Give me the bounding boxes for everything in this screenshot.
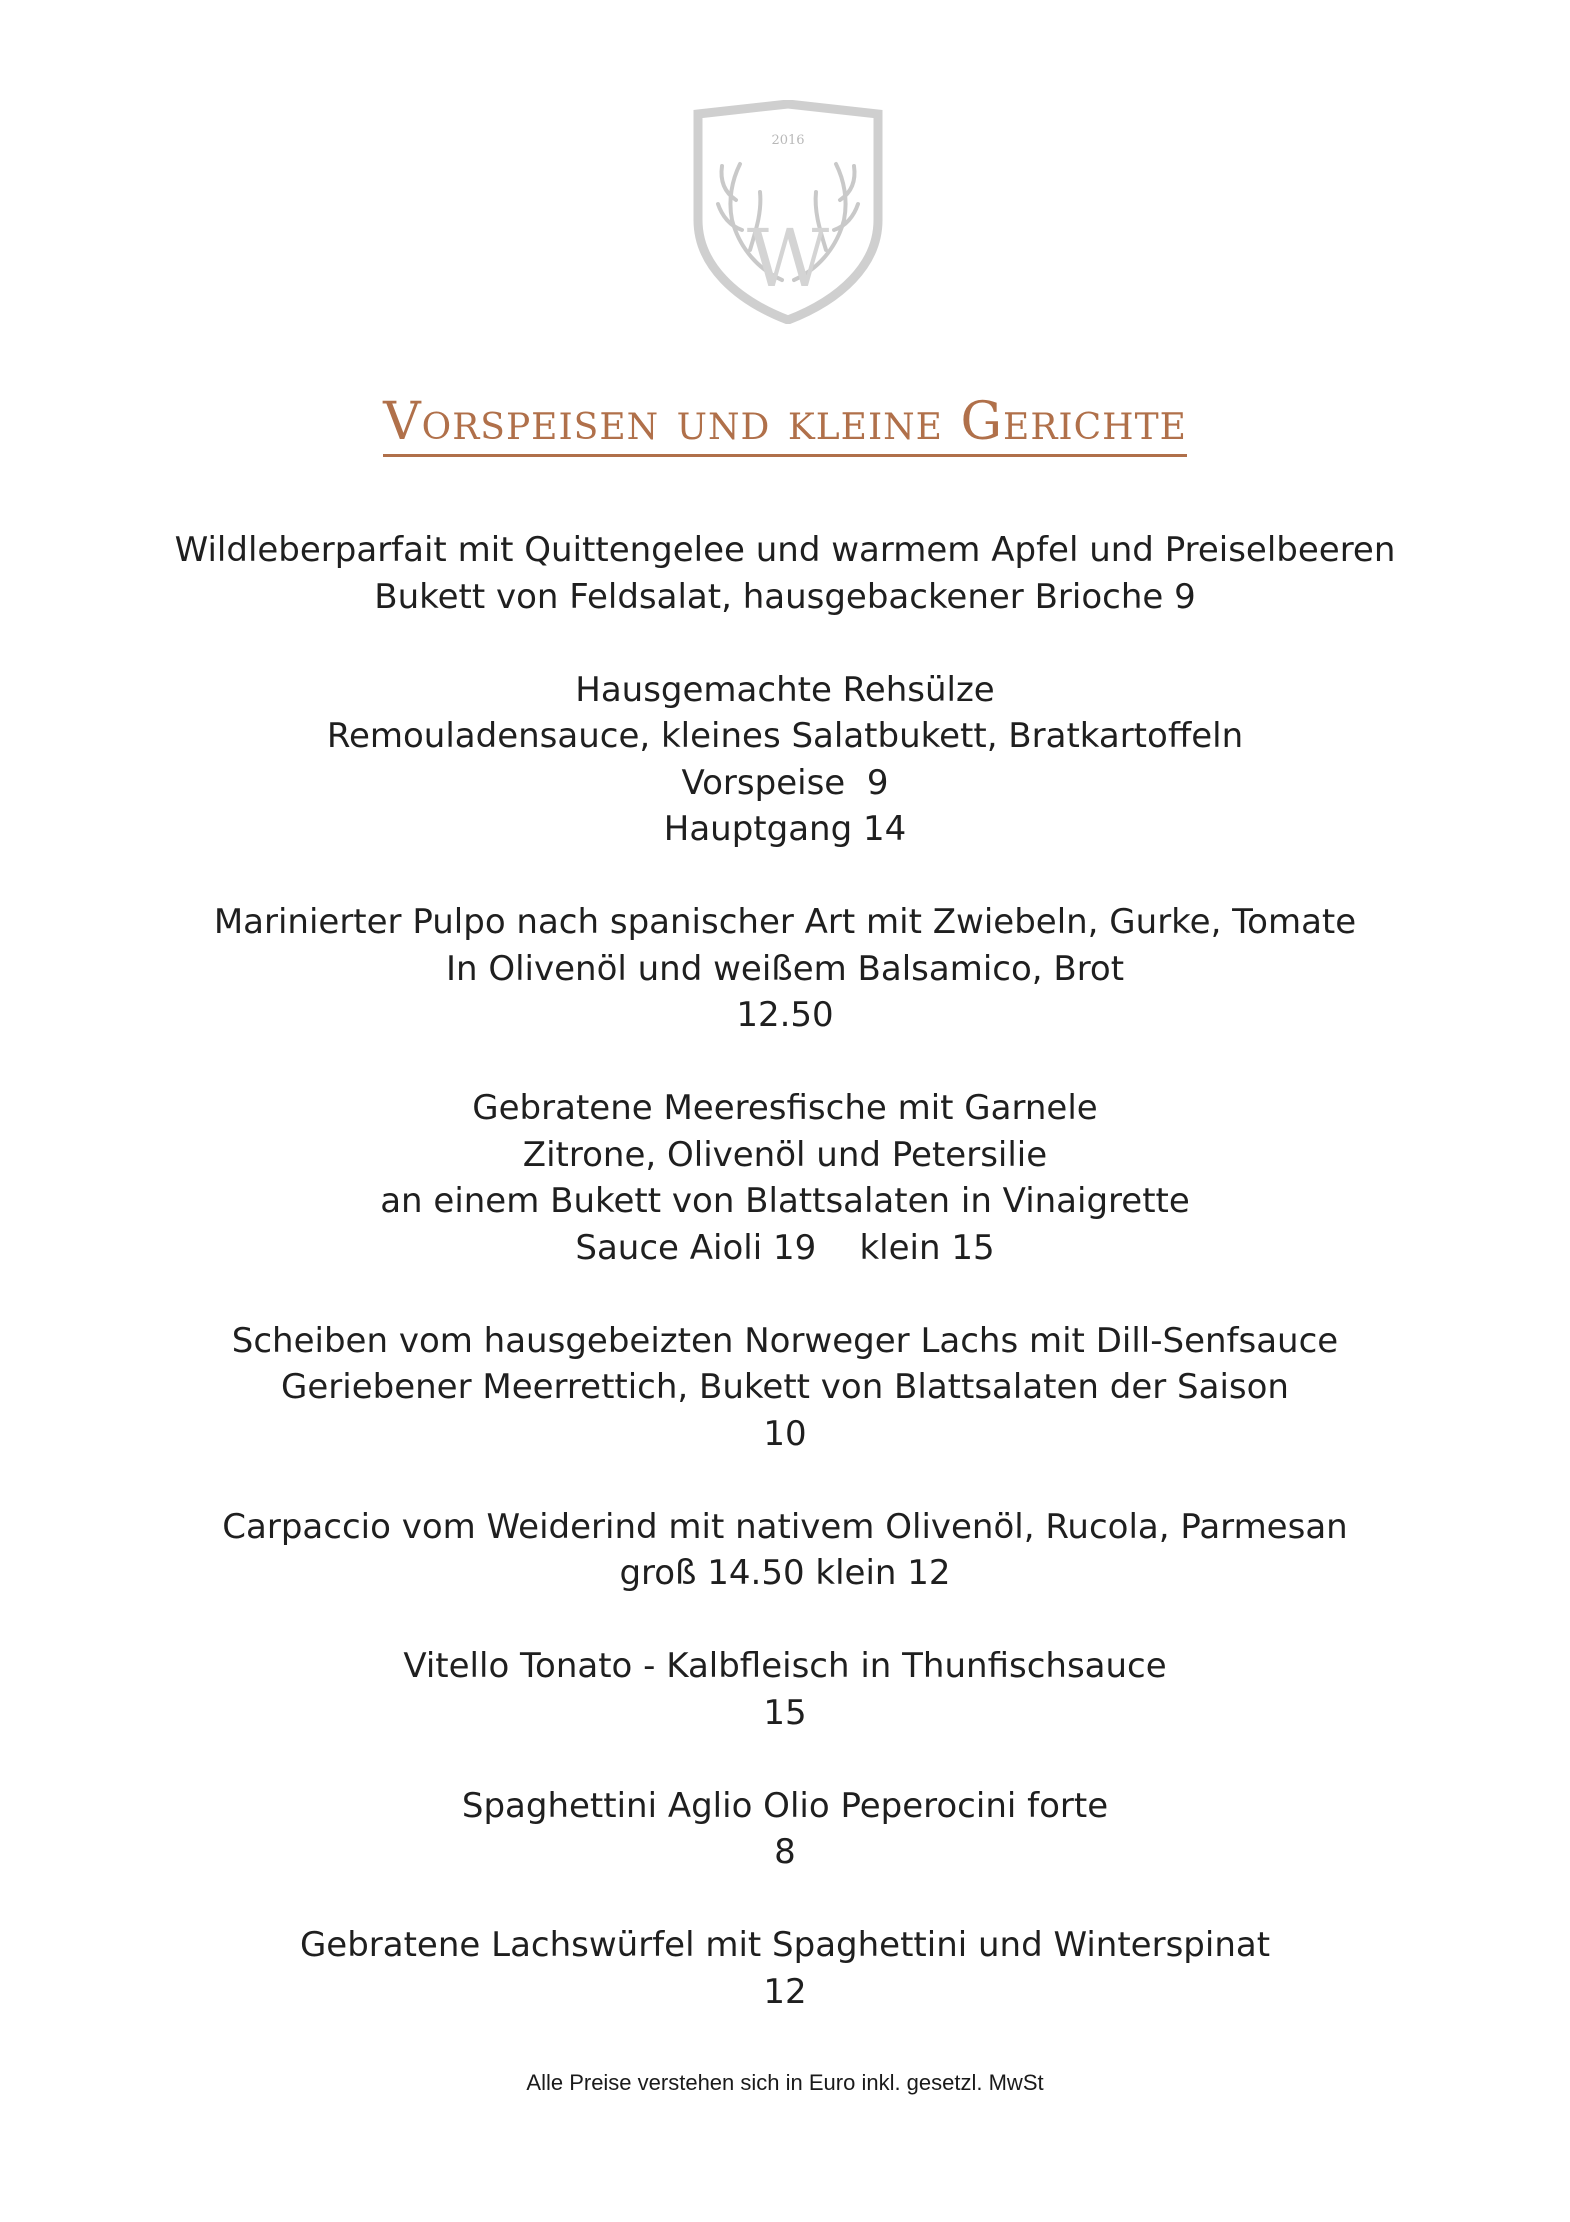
dish-name: Marinierter Pulpo nach spanischer Art mit Zwiebeln, Gurke, Tomate (213, 902, 1357, 942)
dish-name: Gebratene Lachswürfel mit Spaghettini und Winterspinat (299, 1925, 1271, 1965)
dish-list (0, 527, 1570, 2062)
dish-detail: Vorspeise 9 (681, 762, 889, 803)
dish-detail: an einem Bukett von Blattsalaten in Vinaigrette (380, 1181, 1190, 1221)
logo-letter: W (746, 212, 830, 305)
dish-item (0, 899, 1570, 1039)
dish-detail: groß 14.50 klein 12 (619, 1553, 951, 1593)
dish-detail: Sauce Aioli 19 klein 15 (575, 1227, 995, 1268)
dish-item (0, 1783, 1570, 1876)
page-title (0, 392, 1570, 452)
dish-detail: Zitrone, Olivenöl und Petersilie (522, 1134, 1048, 1175)
dish-detail: Hauptgang 14 (663, 809, 907, 849)
dish-detail: 10 (763, 1413, 807, 1454)
dish-item (0, 1085, 1570, 1271)
dish-item (0, 1643, 1570, 1736)
dish-name: Vitello Tonato - Kalbfleisch in Thunfischsauce (403, 1646, 1167, 1686)
dish-detail: 8 (774, 1832, 796, 1872)
dish-detail: 15 (763, 1692, 807, 1733)
dish-item (0, 527, 1570, 620)
dish-detail: In Olivenöl und weißem Balsamico, Brot (445, 948, 1125, 989)
dish-name: Spaghettini Aglio Olio Peperocini forte (461, 1785, 1109, 1826)
dish-item (0, 667, 1570, 853)
dish-item (0, 1504, 1570, 1597)
dish-name: Gebratene Meeresfische mit Garnele (472, 1088, 1098, 1128)
price-note: Alle Preise verstehen sich in Euro inkl. gesetzl. MwSt (526, 2070, 1044, 2095)
dish-detail: Remouladensauce, kleines Salatbukett, Bratkartoffeln (326, 716, 1244, 756)
dish-name: Carpaccio vom Weiderind mit nativem Olivenöl, Rucola, Parmesan (222, 1506, 1348, 1547)
dish-detail: Geriebener Meerrettich, Bukett von Blattsalaten der Saison (281, 1367, 1289, 1407)
dish-name: Hausgemachte Rehsülze (575, 669, 995, 710)
dish-detail: 12 (763, 1971, 807, 2012)
logo-year: 2016 (771, 133, 805, 148)
dish-detail: Bukett von Feldsalat, hausgebackener Brioche 9 (374, 576, 1196, 617)
crest-logo (690, 100, 886, 324)
dish-item (0, 1922, 1570, 2015)
page-title-text: Vorspeisen und kleine Gerichte (383, 392, 1187, 457)
dish-detail: 12.50 (736, 995, 834, 1035)
dish-item (0, 1318, 1570, 1458)
dish-name: Scheiben vom hausgebeizten Norweger Lachs mit Dill-Senfsauce (231, 1320, 1339, 1361)
dish-name: Wildleberparfait mit Quittengelee und warmem Apfel und Preiselbeeren (174, 530, 1396, 570)
